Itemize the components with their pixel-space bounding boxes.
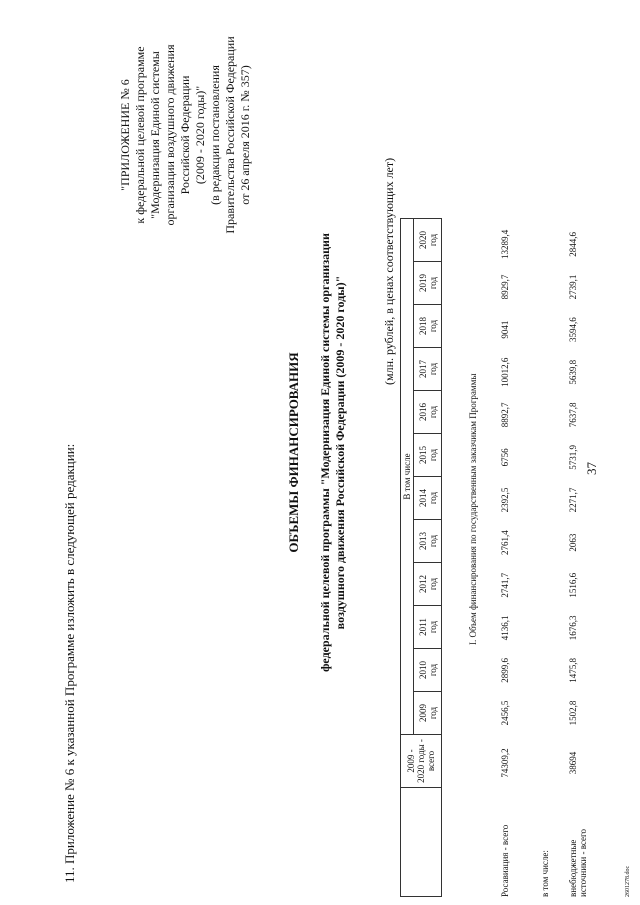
appendix-block: [118, 0, 253, 275]
heading-subtitle: [318, 0, 348, 905]
appendix-line: к федеральной целевой программе: [133, 46, 147, 224]
appendix-line: (2009 - 2020 годы)": [193, 85, 207, 185]
row-label-line: Росавиация - всего: [500, 824, 510, 897]
row-year-value: 13289,4: [500, 229, 510, 260]
year-header-text: год: [427, 319, 438, 333]
row-year-value: 2271,7: [568, 487, 578, 513]
appendix-line: "Модернизация Единой системы: [148, 51, 162, 219]
appendix-line: Правительства Российской Федерации: [223, 36, 237, 234]
total-header-line: всего: [426, 750, 436, 772]
row-total: 74309,2: [500, 748, 510, 778]
row-year-value: 3594,6: [568, 317, 578, 342]
year-header-cell: [414, 692, 442, 735]
row-year-value: 8892,7: [500, 402, 510, 428]
row-year-value: 1502,8: [568, 700, 578, 726]
heading-subtitle-line1: федеральной целевой программы "Модернизация Единой системы организации: [318, 233, 332, 672]
year-header-cell: [414, 348, 442, 391]
in-that-number-header: В том числе: [401, 219, 414, 735]
row-year-value: 7637,8: [568, 402, 578, 428]
row-year-value: 9041: [500, 320, 510, 339]
financing-table-header: [400, 218, 442, 897]
row-year-value: 6756: [500, 448, 510, 467]
heading-title: ОБЪЕМЫ ФИНАНСИРОВАНИЯ: [286, 352, 301, 553]
year-header-cell: [414, 477, 442, 520]
year-header-text: 2018: [417, 317, 428, 335]
appendix-line: "ПРИЛОЖЕНИЕ № 6: [118, 79, 132, 191]
row-year-value: 2899,6: [500, 658, 510, 683]
year-header-cell: [414, 563, 442, 606]
row-label-line: внебюджетные: [568, 839, 578, 897]
appendix-line: (в редакции постановления: [208, 65, 222, 205]
appendix-line: Российской Федерации: [178, 75, 192, 195]
row-year-value: 2392,5: [500, 487, 510, 513]
row-year-value: 5731,9: [568, 445, 578, 470]
total-header-line: 2009 -: [406, 749, 416, 773]
year-header-text: год: [427, 233, 438, 247]
row-year-value: 2761,4: [500, 530, 510, 555]
year-header-text: 2013: [417, 532, 428, 550]
row-label: [500, 789, 510, 897]
row-label-line: в том числе:: [540, 850, 550, 897]
intro-line: 11. Приложение № 6 к указанной Программе изложить в следующей редакции:: [62, 443, 77, 883]
row-year-value: 1475,8: [568, 658, 578, 683]
row-year-value: 2844,6: [568, 232, 578, 257]
row-label-header: [401, 788, 442, 897]
total-header-line: 2020 годы -: [416, 739, 426, 783]
row-year-value: 8929,7: [500, 274, 510, 300]
year-header-text: год: [427, 706, 438, 720]
year-header-text: 2010: [417, 661, 428, 679]
row-year-value: 5639,8: [568, 359, 578, 385]
row-label-line: источники - всего: [578, 828, 588, 897]
year-header-text: год: [427, 448, 438, 462]
page-number: 37: [584, 462, 599, 475]
year-header-cell: [414, 434, 442, 477]
appendix-line: организации воздушного движения: [163, 44, 177, 226]
row-year-value: 4136,1: [500, 615, 510, 641]
appendix-line: от 26 апреля 2016 г. № 357): [238, 65, 252, 205]
row-year-value: 2739,1: [568, 274, 578, 300]
row-label: [540, 789, 550, 897]
year-header-text: год: [427, 534, 438, 548]
year-header-text: 2015: [417, 446, 428, 464]
year-header-text: 2016: [417, 403, 428, 421]
year-header-text: год: [427, 276, 438, 290]
row-total: 38694: [568, 751, 578, 775]
year-header-text: год: [427, 663, 438, 677]
row-year-value: 1516,6: [568, 572, 578, 598]
section-title: I. Объем финансирования по государственным заказчикам Программы: [468, 373, 478, 645]
row-year-value: 1676,3: [568, 615, 578, 641]
year-header-text: год: [427, 362, 438, 376]
year-header-text: 2012: [417, 575, 428, 593]
year-header-cell: [414, 219, 442, 262]
heading-subtitle-line2: воздушного движения Российской Федерации (2009 - 2020 годы)": [333, 275, 347, 630]
row-year-value: 2063: [568, 533, 578, 552]
year-header-text: 2014: [417, 489, 428, 507]
year-header-text: 2019: [417, 274, 428, 292]
row-year-value: 2741,7: [500, 572, 510, 598]
units-note: (млн. рублей, в ценах соответствующих лет): [382, 157, 396, 385]
year-header-text: 2011: [417, 618, 428, 636]
year-header-text: год: [427, 405, 438, 419]
year-header-cell: [414, 520, 442, 563]
year-header-text: 2020: [417, 231, 428, 249]
year-header-text: год: [427, 620, 438, 634]
year-header-cell: [414, 262, 442, 305]
year-header-cell: [414, 606, 442, 649]
year-header-text: 2017: [417, 360, 428, 378]
row-year-value: 2456,5: [500, 700, 510, 726]
year-header-cell: [414, 649, 442, 692]
footer-filename: 2601278.doc: [625, 865, 631, 897]
row-label: [568, 789, 588, 897]
year-header-cell: [414, 391, 442, 434]
year-header-text: 2009: [417, 704, 428, 722]
row-year-value: 10012,6: [500, 357, 510, 387]
year-header-text: год: [427, 577, 438, 591]
total-header: [401, 735, 442, 788]
year-header-text: год: [427, 491, 438, 505]
year-header-cell: [414, 305, 442, 348]
